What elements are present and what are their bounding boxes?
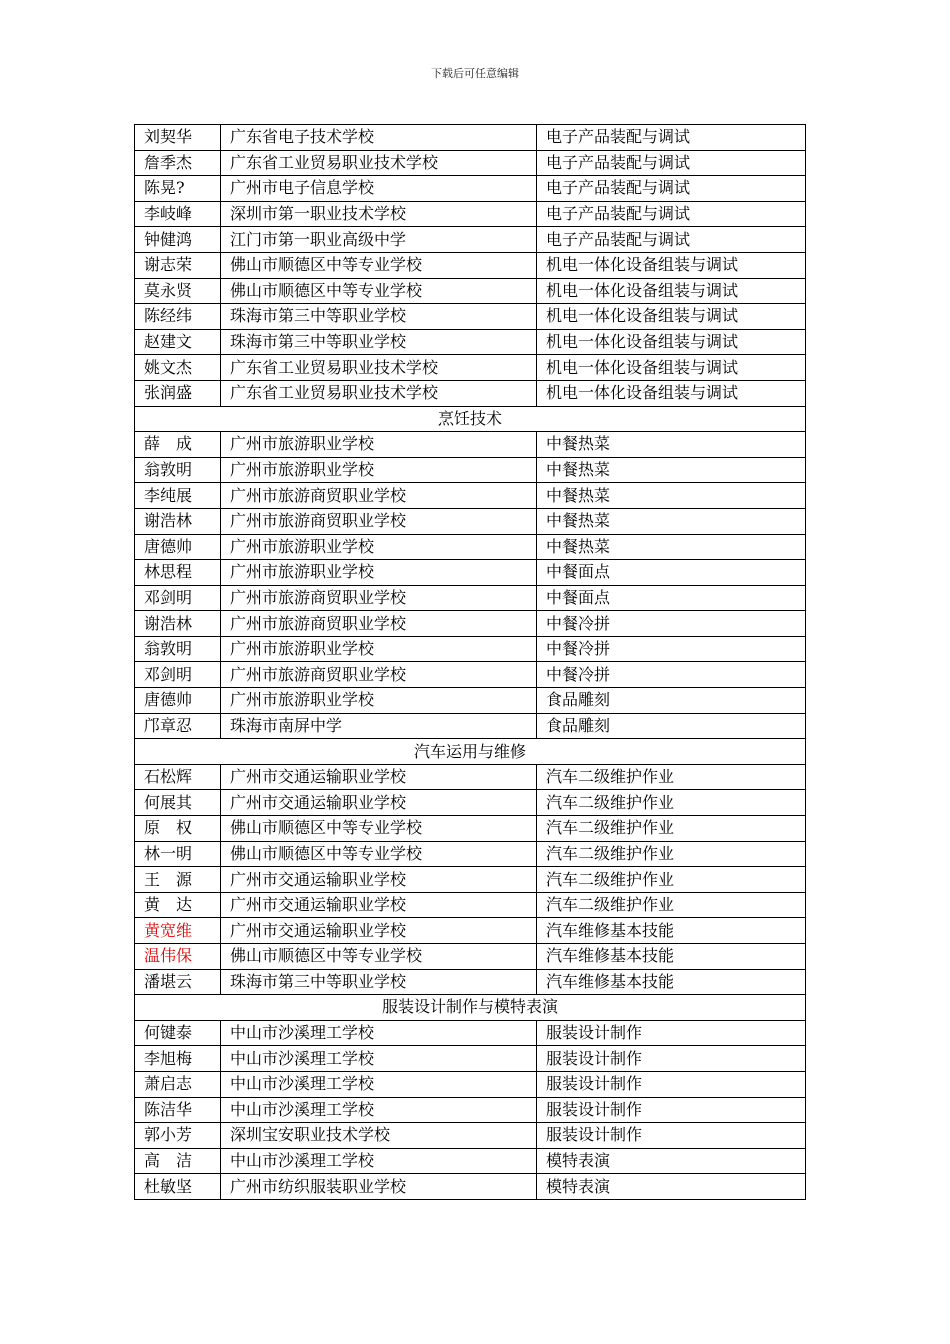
table-row [135,125,806,151]
school-cell: 广东省工业贸易职业技术学校 [221,150,537,176]
school-cell: 广州市交通运输职业学校 [221,892,537,918]
table-row [135,304,806,330]
table-row [135,636,806,662]
event-cell: 模特表演 [537,1148,806,1174]
contestant-name-cell: 石松辉 [135,764,221,790]
event-cell: 食品雕刻 [537,688,806,714]
contestant-name-cell: 黄宽维 [135,918,221,944]
contestant-name-cell: 邝章忍 [135,713,221,739]
event-cell: 食品雕刻 [537,713,806,739]
contestant-name-cell: 何键泰 [135,1020,221,1046]
school-cell: 广州市旅游商贸职业学校 [221,508,537,534]
school-cell: 佛山市顺德区中等专业学校 [221,944,537,970]
event-cell: 汽车二级维护作业 [537,790,806,816]
school-cell: 广州市交通运输职业学校 [221,918,537,944]
section-header-row [135,739,806,765]
school-cell: 广州市旅游商贸职业学校 [221,611,537,637]
page-header: 下载后可任意编辑 [431,67,519,80]
contestant-name-cell: 翁敦明 [135,636,221,662]
event-cell: 中餐冷拼 [537,611,806,637]
event-cell: 中餐面点 [537,585,806,611]
table-row [135,150,806,176]
contestant-name-cell: 高 洁 [135,1148,221,1174]
event-cell: 中餐热菜 [537,534,806,560]
contestant-name-cell: 谢浩林 [135,508,221,534]
contestant-name-cell: 李纯展 [135,483,221,509]
contestant-name-cell: 谢浩林 [135,611,221,637]
contestant-name-cell: 李岐峰 [135,201,221,227]
event-cell: 汽车维修基本技能 [537,944,806,970]
school-cell: 佛山市顺德区中等专业学校 [221,252,537,278]
event-cell: 服装设计制作 [537,1123,806,1149]
event-cell: 服装设计制作 [537,1020,806,1046]
table-row [135,688,806,714]
contestant-name-cell: 张润盛 [135,380,221,406]
event-cell: 电子产品装配与调试 [537,125,806,151]
event-cell: 中餐热菜 [537,432,806,458]
school-cell: 广州市旅游职业学校 [221,636,537,662]
table-row [135,1097,806,1123]
event-cell: 机电一体化设备组装与调试 [537,355,806,381]
contestant-name-cell: 姚文杰 [135,355,221,381]
event-cell: 汽车维修基本技能 [537,969,806,995]
event-cell: 电子产品装配与调试 [537,150,806,176]
event-cell: 机电一体化设备组装与调试 [537,329,806,355]
school-cell: 广州市旅游商贸职业学校 [221,585,537,611]
table-row [135,483,806,509]
event-cell: 服装设计制作 [537,1046,806,1072]
table-row [135,611,806,637]
table-row [135,1071,806,1097]
table-row [135,892,806,918]
table-row [135,969,806,995]
contestant-name-cell: 翁敦明 [135,457,221,483]
table-row [135,816,806,842]
event-cell: 汽车二级维护作业 [537,841,806,867]
contestant-name-cell: 原 权 [135,816,221,842]
school-cell: 中山市沙溪理工学校 [221,1020,537,1046]
contestant-name-cell: 莫永贤 [135,278,221,304]
school-cell: 广州市旅游职业学校 [221,688,537,714]
table-row [135,867,806,893]
school-cell: 佛山市顺德区中等专业学校 [221,816,537,842]
school-cell: 广州市旅游商贸职业学校 [221,483,537,509]
event-cell: 中餐冷拼 [537,636,806,662]
table-row [135,329,806,355]
event-cell: 服装设计制作 [537,1097,806,1123]
school-cell: 珠海市第三中等职业学校 [221,329,537,355]
school-cell: 珠海市第三中等职业学校 [221,304,537,330]
school-cell: 佛山市顺德区中等专业学校 [221,841,537,867]
school-cell: 中山市沙溪理工学校 [221,1071,537,1097]
school-cell: 广州市旅游商贸职业学校 [221,662,537,688]
event-cell: 电子产品装配与调试 [537,201,806,227]
table-row [135,560,806,586]
event-cell: 中餐面点 [537,560,806,586]
table-row [135,252,806,278]
school-cell: 广州市交通运输职业学校 [221,867,537,893]
table-row [135,918,806,944]
section-title: 服装设计制作与模特表演 [135,995,806,1021]
contestant-name-cell: 杜敏坚 [135,1174,221,1200]
contestant-name-cell: 李旭梅 [135,1046,221,1072]
event-cell: 电子产品装配与调试 [537,176,806,202]
contestant-name-cell: 郭小芳 [135,1123,221,1149]
table-row [135,508,806,534]
contestant-name-cell: 钟健鸿 [135,227,221,253]
table-row [135,764,806,790]
school-cell: 广州市旅游职业学校 [221,534,537,560]
event-cell: 机电一体化设备组装与调试 [537,380,806,406]
table-row [135,662,806,688]
event-cell: 机电一体化设备组装与调试 [537,252,806,278]
contestant-name-cell: 黄 达 [135,892,221,918]
contestant-name-cell: 林一明 [135,841,221,867]
table-row [135,1020,806,1046]
contestant-name-cell: 詹季杰 [135,150,221,176]
school-cell: 广东省电子技术学校 [221,125,537,151]
contestant-name-cell: 潘堪云 [135,969,221,995]
school-cell: 广东省工业贸易职业技术学校 [221,355,537,381]
school-cell: 江门市第一职业高级中学 [221,227,537,253]
section-title: 汽车运用与维修 [135,739,806,765]
school-cell: 广州市旅游职业学校 [221,432,537,458]
contestant-name-cell: 陈经纬 [135,304,221,330]
event-cell: 模特表演 [537,1174,806,1200]
table-row [135,1046,806,1072]
contestant-name-cell: 薛 成 [135,432,221,458]
table-row [135,355,806,381]
contestant-name-cell: 赵建文 [135,329,221,355]
contestant-name-cell: 谢志荣 [135,252,221,278]
table-row [135,1174,806,1200]
school-cell: 广州市电子信息学校 [221,176,537,202]
table-row [135,713,806,739]
contestant-name-cell: 萧启志 [135,1071,221,1097]
contestant-name-cell: 温伟保 [135,944,221,970]
school-cell: 中山市沙溪理工学校 [221,1046,537,1072]
event-cell: 汽车二级维护作业 [537,816,806,842]
school-cell: 广州市交通运输职业学校 [221,764,537,790]
event-cell: 电子产品装配与调试 [537,227,806,253]
event-cell: 汽车维修基本技能 [537,918,806,944]
contestant-name-cell: 林思程 [135,560,221,586]
school-cell: 佛山市顺德区中等专业学校 [221,278,537,304]
table-row [135,841,806,867]
table-row [135,534,806,560]
school-cell: 广州市纺织服装职业学校 [221,1174,537,1200]
section-header-row [135,995,806,1021]
event-cell: 中餐热菜 [537,457,806,483]
contestant-name-cell: 邓剑明 [135,662,221,688]
school-cell: 深圳市第一职业技术学校 [221,201,537,227]
contestant-name-cell: 陈洁华 [135,1097,221,1123]
table-row [135,457,806,483]
school-cell: 广州市旅游职业学校 [221,457,537,483]
contestant-name-cell: 王 源 [135,867,221,893]
school-cell: 广州市旅游职业学校 [221,560,537,586]
roster-body [135,125,806,1200]
contestant-name-cell: 邓剑明 [135,585,221,611]
contestant-name-cell: 刘契华 [135,125,221,151]
table-row [135,944,806,970]
table-row [135,380,806,406]
section-title: 烹饪技术 [135,406,806,432]
school-cell: 广州市交通运输职业学校 [221,790,537,816]
event-cell: 机电一体化设备组装与调试 [537,304,806,330]
table-row [135,201,806,227]
event-cell: 中餐热菜 [537,483,806,509]
event-cell: 机电一体化设备组装与调试 [537,278,806,304]
event-cell: 中餐冷拼 [537,662,806,688]
school-cell: 深圳宝安职业技术学校 [221,1123,537,1149]
event-cell: 汽车二级维护作业 [537,867,806,893]
table-row [135,176,806,202]
table-row [135,432,806,458]
section-header-row [135,406,806,432]
contestant-name-cell: 唐德帅 [135,534,221,560]
table-row [135,1123,806,1149]
school-cell: 珠海市第三中等职业学校 [221,969,537,995]
contestant-name-cell: 何展其 [135,790,221,816]
table-row [135,227,806,253]
table-row [135,585,806,611]
contestant-name-cell: 陈晃? [135,176,221,202]
school-cell: 中山市沙溪理工学校 [221,1148,537,1174]
event-cell: 中餐热菜 [537,508,806,534]
event-cell: 汽车二级维护作业 [537,764,806,790]
roster-table [134,124,806,1200]
contestant-name-cell: 唐德帅 [135,688,221,714]
school-cell: 广东省工业贸易职业技术学校 [221,380,537,406]
table-row [135,790,806,816]
event-cell: 汽车二级维护作业 [537,892,806,918]
school-cell: 中山市沙溪理工学校 [221,1097,537,1123]
school-cell: 珠海市南屏中学 [221,713,537,739]
table-row [135,278,806,304]
event-cell: 服装设计制作 [537,1071,806,1097]
table-row [135,1148,806,1174]
